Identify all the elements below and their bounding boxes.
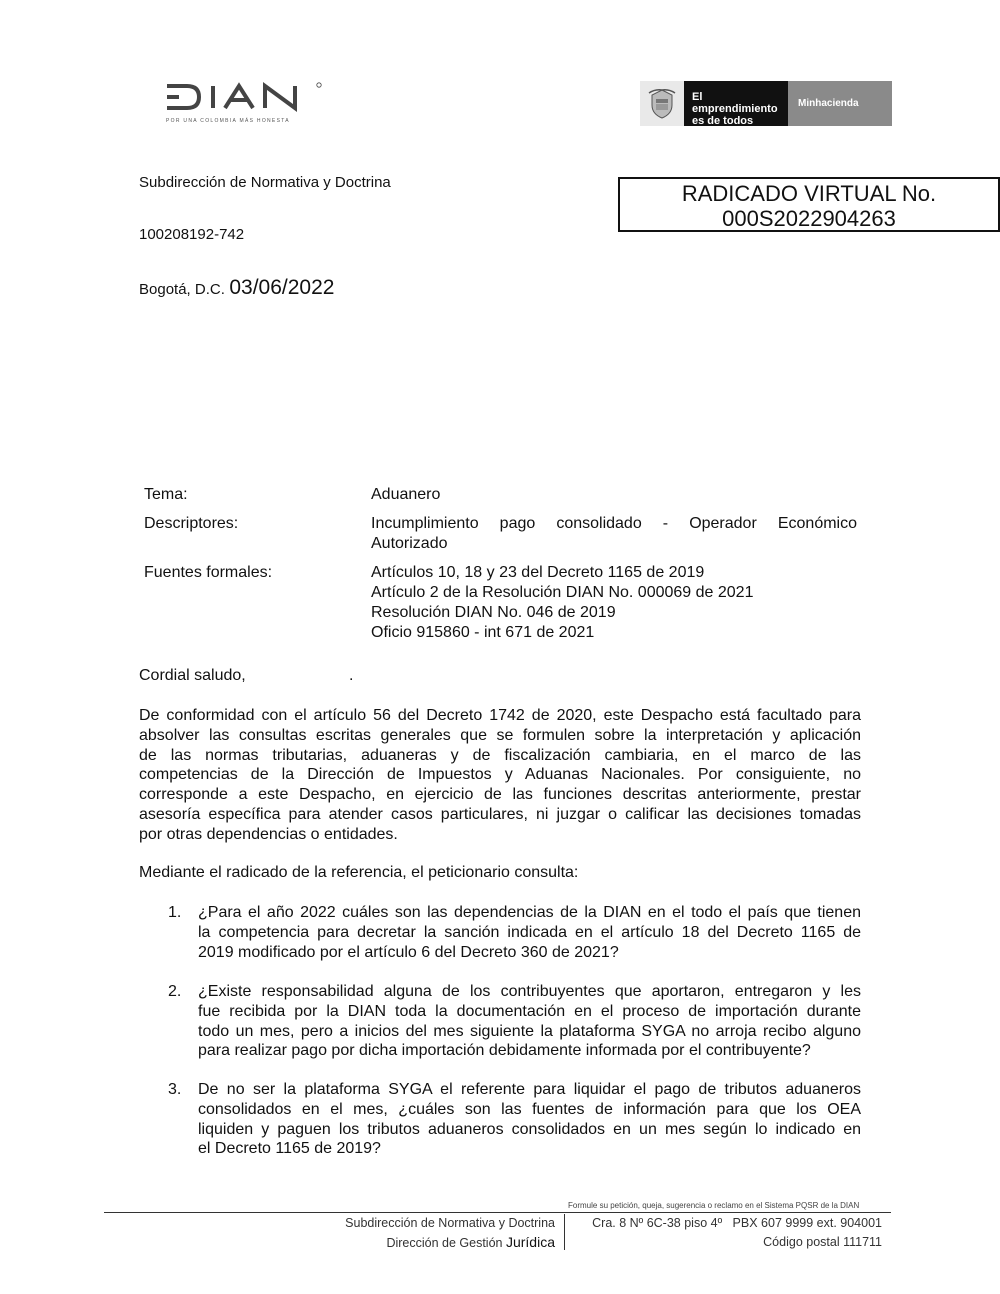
paragraph-request: Mediante el radicado de la referencia, el peticionario consulta:: [139, 864, 579, 881]
paragraph-line: asesoría específica para atender casos particulares, ni juzgar o calificar las decisiones tomadas: [139, 805, 861, 823]
paragraph-line: de las normas tributarias, aduaneras y de fiscalización cambiaria, en el marco de las: [139, 746, 861, 764]
footer-office-prefix: Dirección de Gestión: [386, 1236, 506, 1250]
reference-number: 100208192-742: [139, 226, 245, 243]
question-line: 2019 modificado por el artículo 6 del Decreto 360 de 2021?: [198, 943, 619, 961]
question-line: para realizar pago por dicha importación debidamente informada por el contribuyente?: [198, 1042, 811, 1060]
question-line: el Decreto 1165 de 2019?: [198, 1140, 381, 1158]
paragraph-line: corresponde a este Despacho, en ejercicio de las funciones descritas anteriormente, prestar: [139, 786, 861, 804]
question-line: ¿Existe responsabilidad alguna de los contribuyentes que aportaron, entregaron y les: [198, 983, 861, 1000]
footer-divider: [104, 1212, 891, 1213]
question-line: ¿Para el año 2022 cuáles son las dependencias de la DIAN en el todo el país que tienen: [198, 904, 861, 921]
descriptores-line: Autorizado: [371, 535, 448, 552]
paragraph-line: absolver las consultas escritas generales que se formulen sobre la interpretación y aplicación: [139, 726, 861, 744]
paragraph-line: competencias de la Dirección de Impuestos y Aduanas Nacionales. Por consiguiente, no: [139, 766, 861, 784]
place-date: [139, 276, 334, 300]
footer-address-line2: Código postal 111711: [763, 1235, 882, 1249]
place: Bogotá, D.C.: [139, 281, 225, 298]
fuentes-label: Fuentes formales:: [144, 564, 273, 581]
question-line: liquiden y paguen los tributos aduaneros consolidados en un mes según lo indicado en: [198, 1120, 861, 1138]
footer-office-line2: [345, 1233, 555, 1253]
question-number: 1.: [168, 904, 182, 921]
ministry-name: Minhacienda: [788, 81, 892, 126]
dian-wordmark: [165, 80, 325, 114]
radicado-box: [618, 177, 1000, 232]
tema-label: Tema:: [144, 486, 188, 503]
question-text: [198, 903, 861, 962]
paragraph-competence: [139, 706, 861, 845]
paragraph-line: por otras dependencias o entidades.: [139, 825, 398, 843]
radicado-number: 000S2022904263: [722, 206, 896, 231]
question-line: la competencia para decretar la sanción indicada en el artículo 18 del Decreto 1165 de: [198, 923, 861, 941]
footer-address-line1: Cra. 8 Nº 6C-38 piso 4º PBX 607 9999 ext. 904001: [592, 1216, 882, 1230]
question-line: De no ser la plataforma SYGA el referente para liquidar el pago de tributos aduaneros: [198, 1081, 861, 1098]
question-number: 3.: [168, 1081, 182, 1098]
tema-value: Aduanero: [371, 486, 441, 503]
footer-office-emphasis: Jurídica: [505, 1234, 555, 1250]
coat-of-arms-icon: [640, 81, 684, 126]
office-name: Subdirección de Normativa y Doctrina: [139, 174, 391, 191]
gov-slogan: [684, 81, 788, 126]
fuentes-item: Artículo 2 de la Resolución DIAN No. 000069 de 2021: [371, 584, 754, 601]
paragraph-line: De conformidad con el artículo 56 del Decreto 1742 de 2020, este Despacho está facultado para: [139, 707, 861, 724]
fuentes-list: [371, 563, 857, 643]
question-number: 2.: [168, 983, 182, 1000]
logo-tagline: POR UNA COLOMBIA MÁS HONESTA: [166, 118, 290, 124]
footer-address: [592, 1214, 882, 1252]
descriptores-line: Incumplimiento pago consolidado - Operador Económico: [371, 515, 857, 532]
question-line: consolidados en el mes, ¿cuáles son las fuentes de información para que los OEA: [198, 1100, 861, 1118]
greeting-dot: .: [349, 667, 354, 684]
gov-slogan-line2: es de todos: [692, 115, 754, 127]
question-line: fue recibida por la DIAN toda la documentación en el proceso de importación durante: [198, 1002, 861, 1020]
greeting: Cordial saludo,: [139, 667, 246, 684]
footer-office-line1: Subdirección de Normativa y Doctrina: [345, 1216, 555, 1230]
date: 03/06/2022: [229, 276, 335, 299]
descriptores-label: Descriptores:: [144, 515, 239, 532]
question-text: [198, 982, 861, 1061]
footer-office: [345, 1214, 555, 1253]
question-text: [198, 1080, 861, 1159]
footer-vertical-divider: [564, 1214, 565, 1250]
fuentes-item: Resolución DIAN No. 046 de 2019: [371, 604, 616, 621]
footer-note: Formule su petición, queja, sugerencia o reclamo en el Sistema PQSR de la DIAN: [568, 1201, 860, 1210]
question-line: todo un mes, pero a inicios del mes siguiente la plataforma SYGA no arroja recibo alguno: [198, 1022, 861, 1040]
gov-slogan-line1: El emprendimiento: [692, 91, 778, 115]
fuentes-item: Oficio 915860 - int 671 de 2021: [371, 624, 595, 641]
descriptores-value: [371, 514, 857, 554]
fuentes-item: Artículos 10, 18 y 23 del Decreto 1165 de 2019: [371, 564, 705, 581]
radicado-label: RADICADO VIRTUAL No.: [681, 181, 937, 206]
gov-banner: [640, 81, 892, 126]
